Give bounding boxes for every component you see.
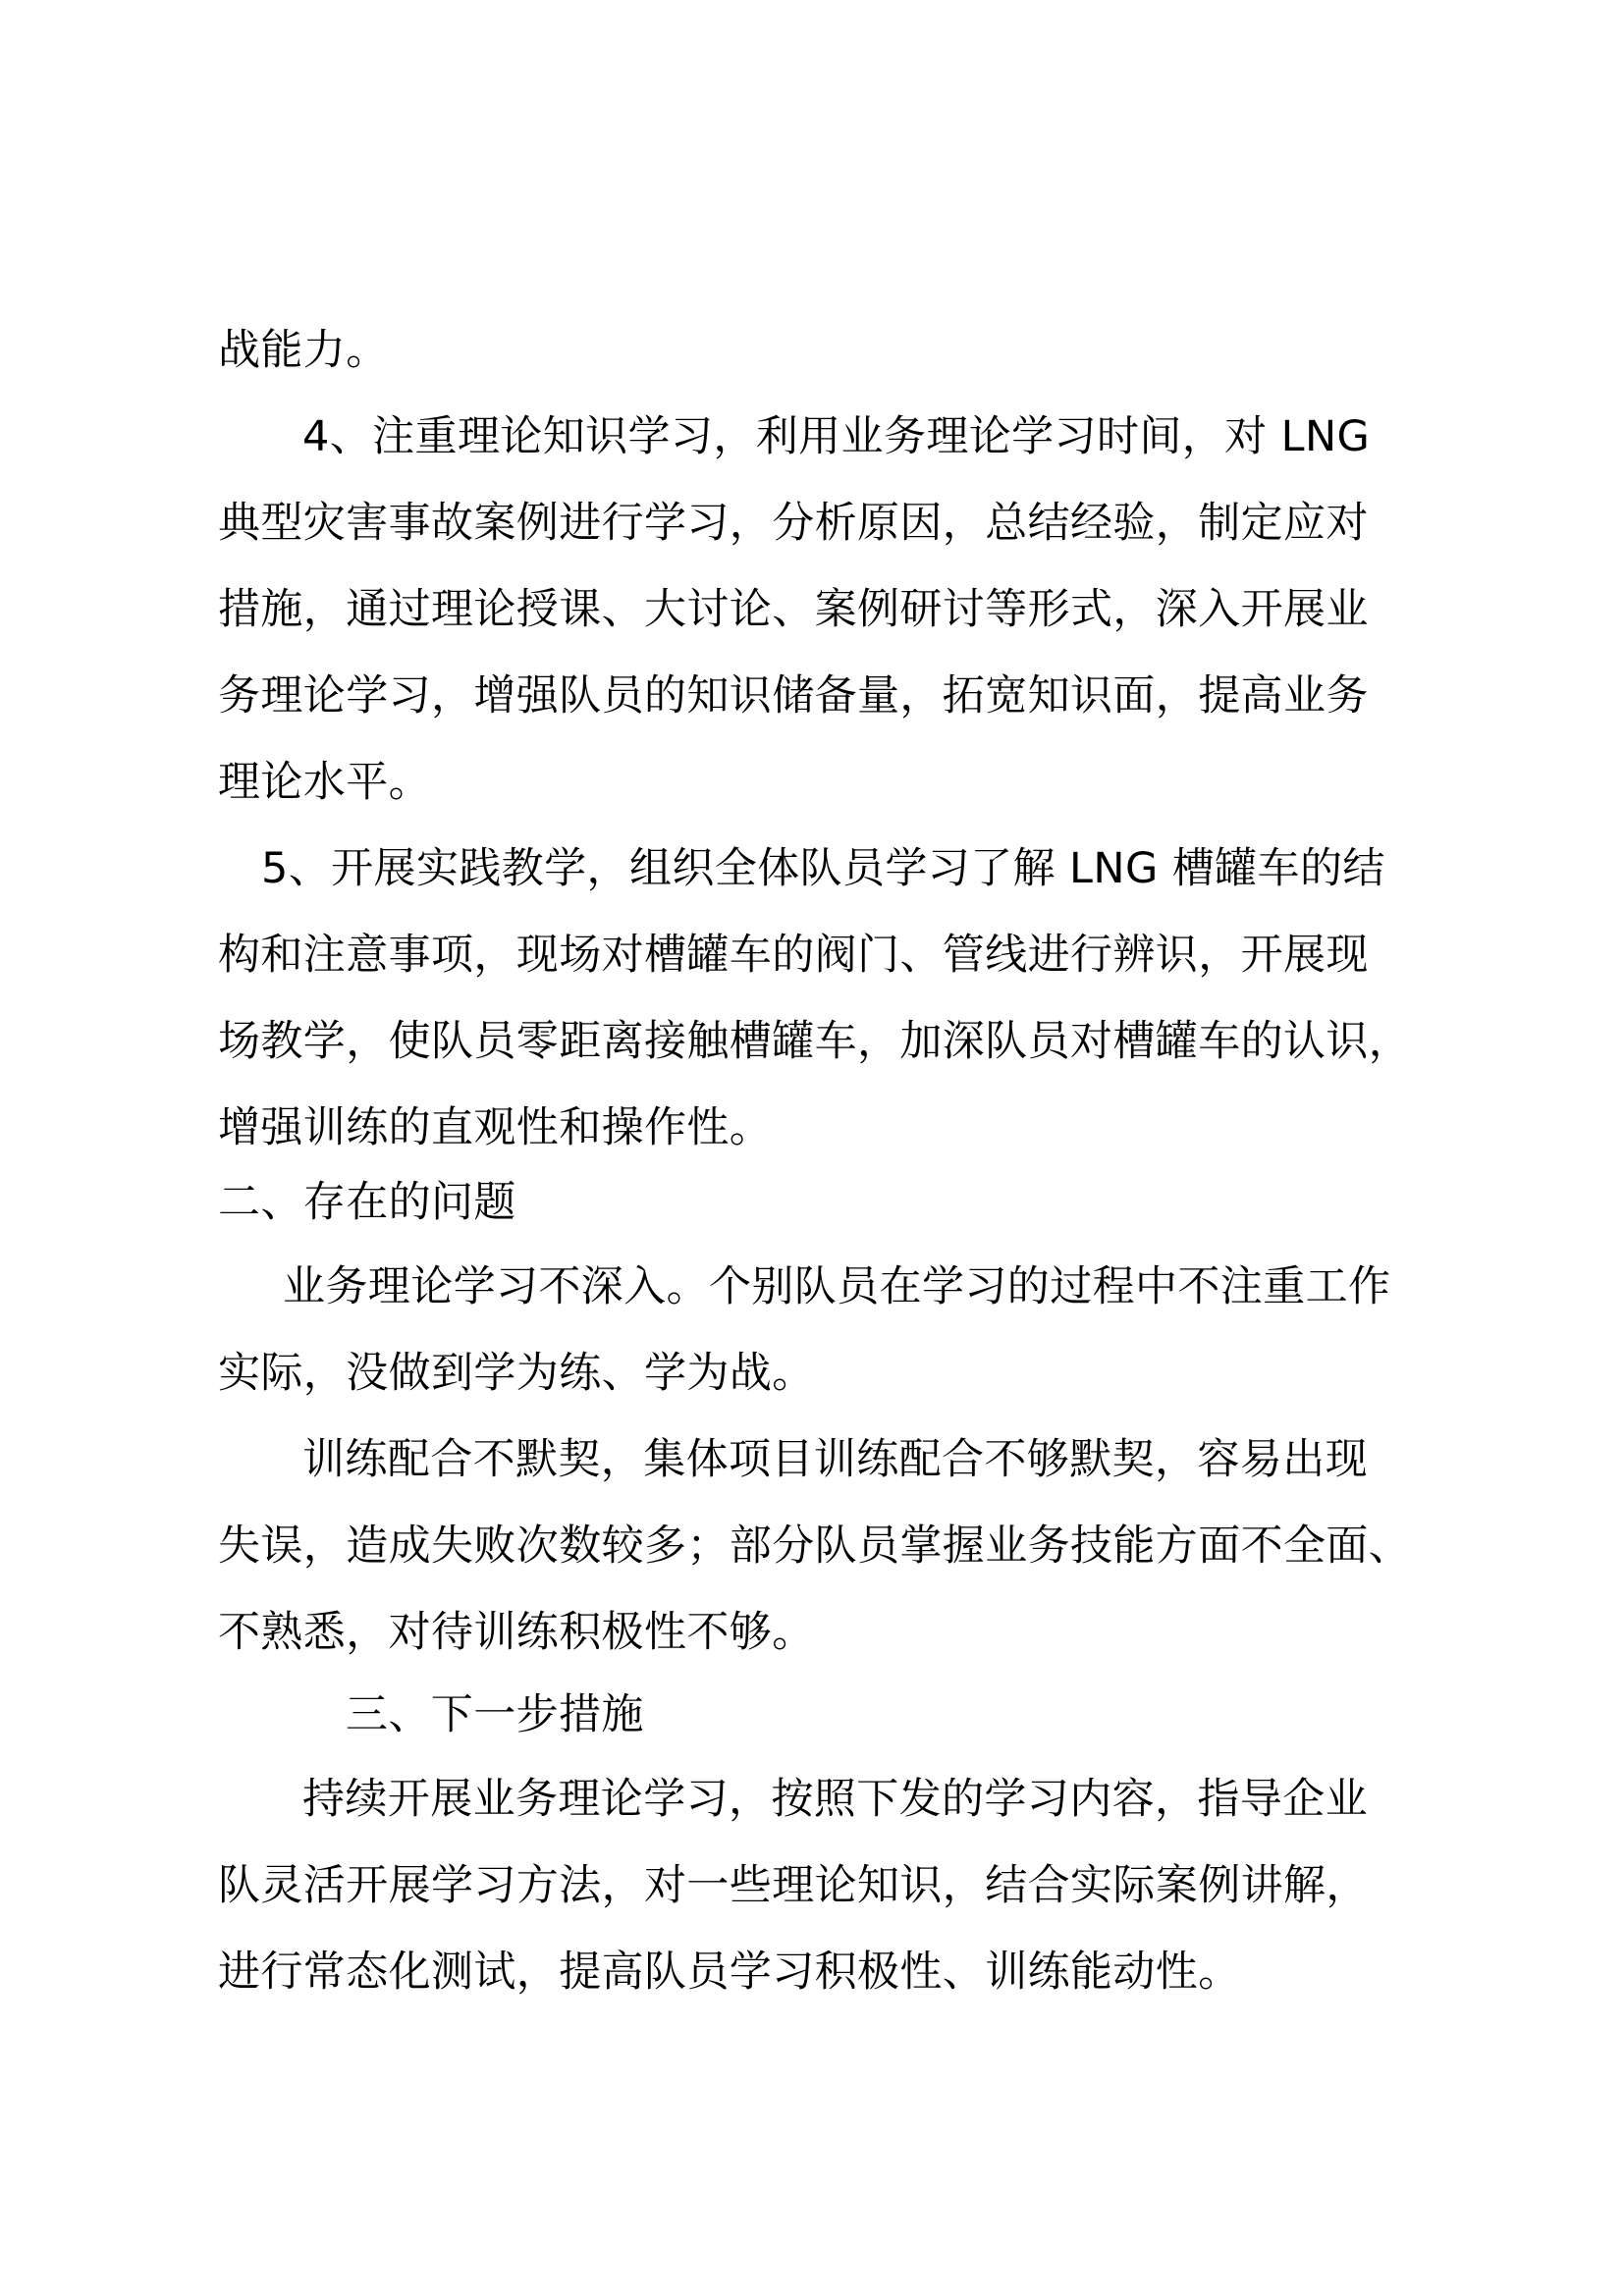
text-line: 务理论学习，增强队员的知识储备量，拓宽知识面，提高业务 xyxy=(218,671,1369,721)
text-line: 失误，造成失败次数较多；部分队员掌握业务技能方面不全面、 xyxy=(218,1522,1412,1571)
section-heading: 二、存在的问题 xyxy=(218,1178,516,1227)
text-line: 队灵活开展学习方法，对一些理论知识，结合实际案例讲解， xyxy=(218,1861,1369,1910)
section-heading: 三、下一步措施 xyxy=(346,1690,644,1739)
text-line: 措施，通过理论授课、大讨论、案例研讨等形式，深入开展业 xyxy=(218,585,1369,634)
text-line: 持续开展业务理论学习，按照下发的学习内容，指导企业 xyxy=(302,1775,1368,1824)
text-line: 不熟悉，对待训练积极性不够。 xyxy=(218,1608,815,1657)
text-line: 场教学，使队员零距离接触槽罐车，加深队员对槽罐车的认识， xyxy=(218,1017,1412,1066)
text-line: 训练配合不默契，集体项目训练配合不够默契，容易出现 xyxy=(302,1435,1368,1484)
text-line: 典型灾害事故案例进行学习，分析原因，总结经验，制定应对 xyxy=(218,499,1369,548)
text-line: 战能力。 xyxy=(218,326,389,375)
text-line: 5、开展实践教学，组织全体队员学习了解 LNG 槽罐车的结 xyxy=(261,844,1385,893)
text-line: 构和注意事项，现场对槽罐车的阀门、管线进行辨识，开展现 xyxy=(218,931,1369,980)
text-line: 增强训练的直观性和操作性。 xyxy=(218,1103,773,1152)
text-line: 业务理论学习不深入。个别队员在学习的过程中不注重工作 xyxy=(283,1262,1391,1311)
text-line: 进行常态化测试，提高队员学习积极性、训练能动性。 xyxy=(218,1948,1241,1997)
text-line: 实际，没做到学为练、学为战。 xyxy=(218,1349,815,1398)
text-line: 4、注重理论知识学习，利用业务理论学习时间，对 LNG xyxy=(302,412,1371,461)
text-line: 理论水平。 xyxy=(218,758,431,807)
